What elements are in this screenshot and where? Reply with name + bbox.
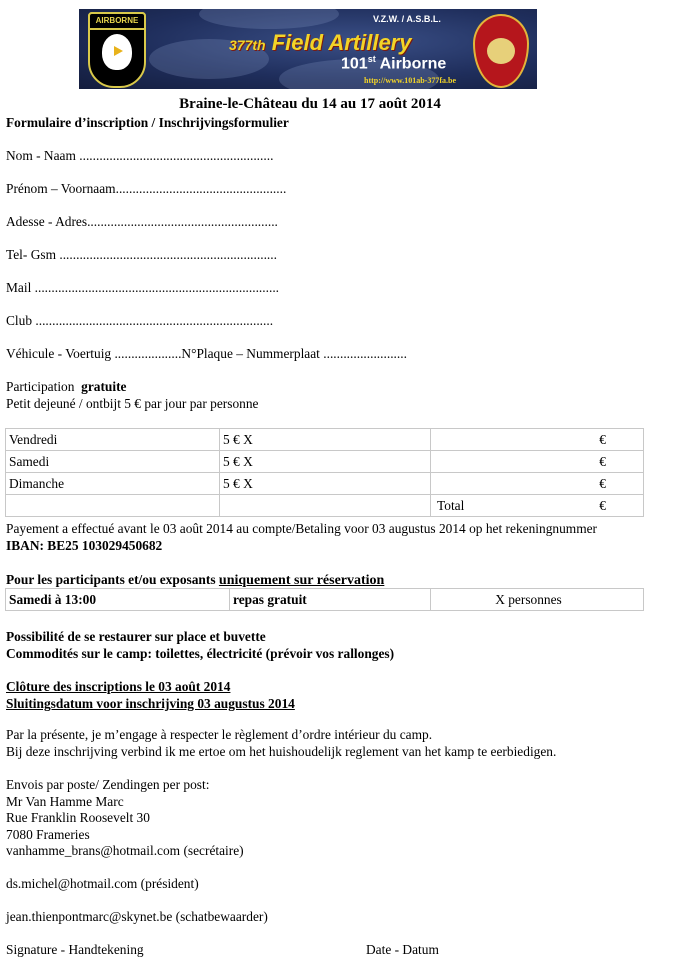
empty-cell <box>220 495 431 517</box>
table-row <box>6 589 644 611</box>
facility-line: Possibilité de se restaurer sur place et buvette <box>6 629 266 644</box>
euro-cell[interactable]: € <box>431 429 644 451</box>
day-cell: Vendredi <box>6 429 220 451</box>
breakfast-note: Petit dejeuné / ontbijt 5 € par jour par personne <box>6 396 259 411</box>
iban: IBAN: BE25 103029450682 <box>6 538 163 553</box>
price-cell: 5 € X <box>220 451 431 473</box>
banner-title-suffix: th <box>252 37 266 53</box>
banner-subtitle-main: Airborne <box>379 55 447 73</box>
reservation-emphasis: uniquement sur réservation <box>218 573 385 588</box>
mailing-street: Rue Franklin Roosevelt 30 <box>6 810 150 825</box>
airborne-patch-logo <box>88 12 146 88</box>
vehicle-plate-field[interactable]: Véhicule - Voertuig ....................N°Plaque – Nummerplaat ......................... <box>6 346 407 361</box>
president-email[interactable]: ds.michel@hotmail.com (président) <box>6 876 199 891</box>
signature-label: Signature - Handtekening <box>6 942 144 957</box>
payment-note: Payement a effectué avant le 03 août 2014 au compte/Betaling voor 03 augustus 2014 op het rekeningnummer <box>6 521 598 536</box>
banner-title-number: 377 <box>229 37 253 53</box>
price-cell: 5 € X <box>220 473 431 495</box>
reservation-table <box>5 588 644 611</box>
day-cell: Dimanche <box>6 473 220 495</box>
secretary-email[interactable]: vanhamme_brans@hotmail.com (secrétaire) <box>6 843 244 858</box>
reservation-intro <box>6 572 384 589</box>
banner-title-main: Field Artillery <box>271 30 412 55</box>
name-field[interactable]: Nom - Naam .......................................................... <box>6 148 274 163</box>
reservation-intro-text: Pour les participants et/ou exposants <box>6 572 216 587</box>
reservation-persons-cell[interactable]: X personnes <box>431 589 644 611</box>
event-heading: Braine-le-Château du 14 au 17 août 2014 <box>179 96 441 112</box>
banner-subtitle-suffix: st <box>367 54 376 64</box>
engagement-nl: Bij deze inschrijving verbind ik me ertoe om het huishoudelijk reglement van het kamp te eerbiedigen. <box>6 744 557 759</box>
engagement-fr: Par la présente, je m’engage à respecter le règlement d’ordre intérieur du camp. <box>6 727 433 742</box>
participation-label: Participation <box>6 379 75 394</box>
euro-cell[interactable]: € <box>431 451 644 473</box>
banner-subtitle-number: 101 <box>341 55 368 73</box>
table-row <box>6 451 644 473</box>
mailing-city: 7080 Frameries <box>6 827 90 842</box>
unit-crest-logo <box>473 14 529 88</box>
mailing-header: Envois par poste/ Zendingen per post: <box>6 777 210 792</box>
participation-value: gratuite <box>81 379 127 394</box>
facility-line: Commodités sur le camp: toilettes, électricité (prévoir vos rallonges) <box>6 646 395 661</box>
empty-cell <box>6 495 220 517</box>
club-field[interactable]: Club ....................................................................... <box>6 313 274 328</box>
first-name-field[interactable]: Prénom – Voornaam................................................... <box>6 181 287 196</box>
participation-line <box>6 379 127 395</box>
table-row <box>6 473 644 495</box>
table-row <box>6 429 644 451</box>
closing-line-nl: Sluitingsdatum voor inschrijving 03 augustus 2014 <box>6 696 295 711</box>
header-banner <box>79 9 537 89</box>
price-cell: 5 € X <box>220 429 431 451</box>
euro-cell[interactable]: € <box>431 473 644 495</box>
date-label: Date - Datum <box>366 942 439 957</box>
day-cell: Samedi <box>6 451 220 473</box>
cloud-decoration <box>199 9 339 29</box>
reservation-meal-cell: repas gratuit <box>230 589 431 611</box>
parachute-icon <box>487 38 515 64</box>
treasurer-email[interactable]: jean.thienpontmarc@skynet.be (schatbewaarder) <box>6 909 268 924</box>
banner-url: http://www.101ab-377fa.be <box>364 76 457 85</box>
mailing-name: Mr Van Hamme Marc <box>6 794 124 809</box>
closing-line-fr: Clôture des inscriptions le 03 août 2014 <box>6 679 231 694</box>
price-table <box>5 428 644 517</box>
reservation-time-cell: Samedi à 13:00 <box>6 589 230 611</box>
total-cell[interactable] <box>431 495 644 517</box>
banner-title <box>229 30 411 56</box>
banner-subtitle <box>341 54 446 73</box>
airborne-tab: AIRBORNE <box>88 12 146 30</box>
eagle-beak-icon <box>114 46 123 56</box>
table-row-total <box>6 495 644 517</box>
mail-field[interactable]: Mail ......................................................................... <box>6 280 280 295</box>
form-subheading: Formulaire d’inscription / Inschrijvingsformulier <box>6 115 289 130</box>
total-euro: € <box>599 497 606 513</box>
address-field[interactable]: Adesse - Adres......................................................... <box>6 214 278 229</box>
total-label: Total <box>437 497 465 513</box>
phone-field[interactable]: Tel- Gsm ................................................................. <box>6 247 277 262</box>
org-type: V.Z.W. / A.S.B.L. <box>373 14 441 24</box>
